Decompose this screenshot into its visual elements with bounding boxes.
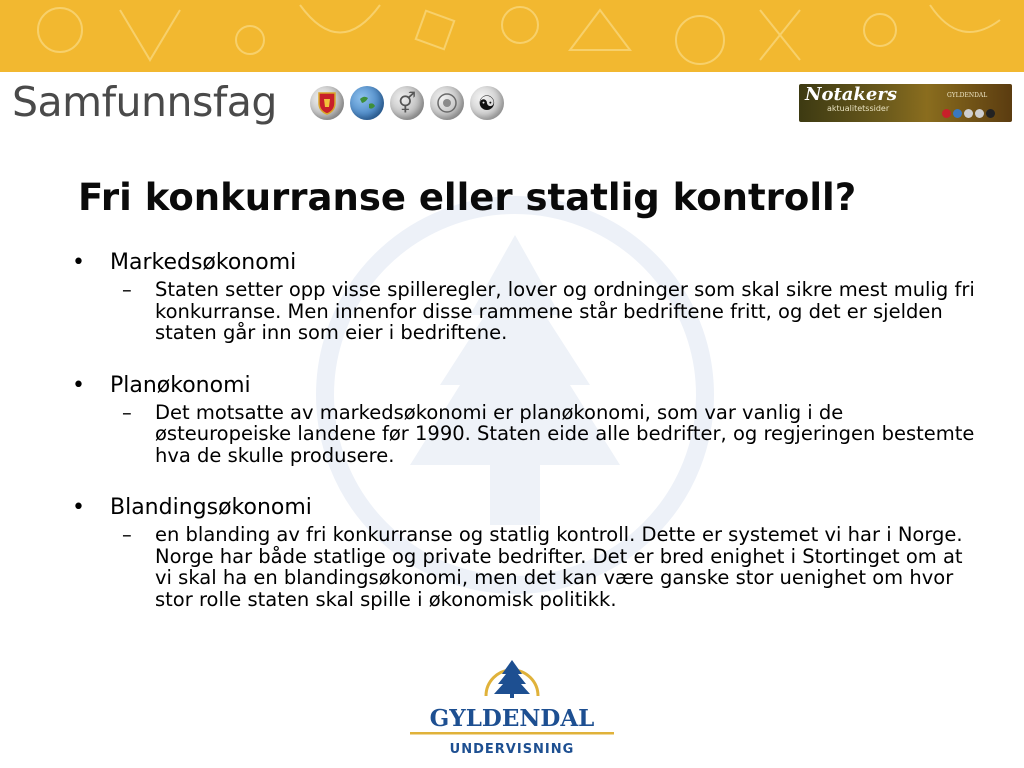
slide-content — [72, 250, 992, 610]
notakers-tagline: aktualitetssider — [827, 104, 890, 113]
bullet-planokonomi — [72, 373, 992, 399]
notakers-icon-row — [942, 109, 995, 118]
bullet-blandingsokonomi — [72, 495, 992, 521]
notakers-banner[interactable] — [799, 84, 1012, 122]
sub-bullet-text: en blanding av fri konkurranse og statlig kontroll. Dette er systemet vi har i Norge. Norge har både statlige og private bedrifter. Det er bred enighet i Stortinget om at vi skal ha en blandingsøkonomi, men det kan være ganske stor uenighet om hvor stor rolle staten skal spille i økonomisk politikk. — [155, 523, 963, 611]
dash-mark: – — [122, 400, 132, 424]
notakers-name: Notakers — [805, 84, 897, 105]
globe-icon[interactable] — [350, 86, 384, 120]
gender-icon[interactable]: ⚥ — [390, 86, 424, 120]
bullet-label: Planøkonomi — [110, 372, 251, 398]
coat-of-arms-icon[interactable] — [310, 86, 344, 120]
coin-icon — [975, 109, 984, 118]
dash-mark: – — [122, 523, 132, 546]
bullet-markedsokonomi — [72, 250, 992, 276]
gyldendal-name: GYLDENDAL — [429, 705, 595, 732]
sub-bullet-text: Det motsatte av markedsøkonomi er planøkonomi, som var vanlig i de østeuropeiske landene før 1990. Staten eide alle bedrifter, og regjeringen bestemte hva de skulle produsere. — [155, 400, 975, 467]
sub-bullet — [122, 279, 992, 344]
bullet-label: Markedsøkonomi — [110, 250, 297, 275]
gyldendal-sub: UNDERVISNING — [449, 742, 575, 757]
coin-icon[interactable] — [430, 86, 464, 120]
dash-mark: – — [122, 278, 132, 301]
globe-icon — [953, 109, 962, 118]
gender-icon — [964, 109, 973, 118]
bullet-mark: • — [72, 495, 85, 520]
bullet-label: Blandingsøkonomi — [110, 495, 312, 520]
slide-title: Fri konkurranse eller statlig kontroll? — [78, 176, 857, 219]
notakers-publisher: GYLDENDAL — [947, 92, 988, 99]
gyldendal-logo — [406, 652, 618, 760]
bullet-mark: • — [72, 250, 85, 275]
sub-bullet — [122, 402, 992, 467]
brand-title: Samfunnsfag — [12, 78, 277, 126]
subject-icon-row — [310, 86, 504, 120]
yin-yang-icon — [986, 109, 995, 118]
yin-yang-icon[interactable]: ☯ — [470, 86, 504, 120]
bullet-mark: • — [72, 372, 85, 398]
sub-bullet-text: Staten setter opp visse spilleregler, lover og ordninger som skal sikre mest mulig fri konkurranse. Men innenfor disse rammene står bedriftene fritt, og det er sjelden staten går inn som eier i bedriftene. — [155, 278, 975, 344]
coat-of-arms-icon — [942, 109, 951, 118]
sub-bullet — [122, 524, 992, 610]
decorative-top-band — [0, 0, 1024, 72]
